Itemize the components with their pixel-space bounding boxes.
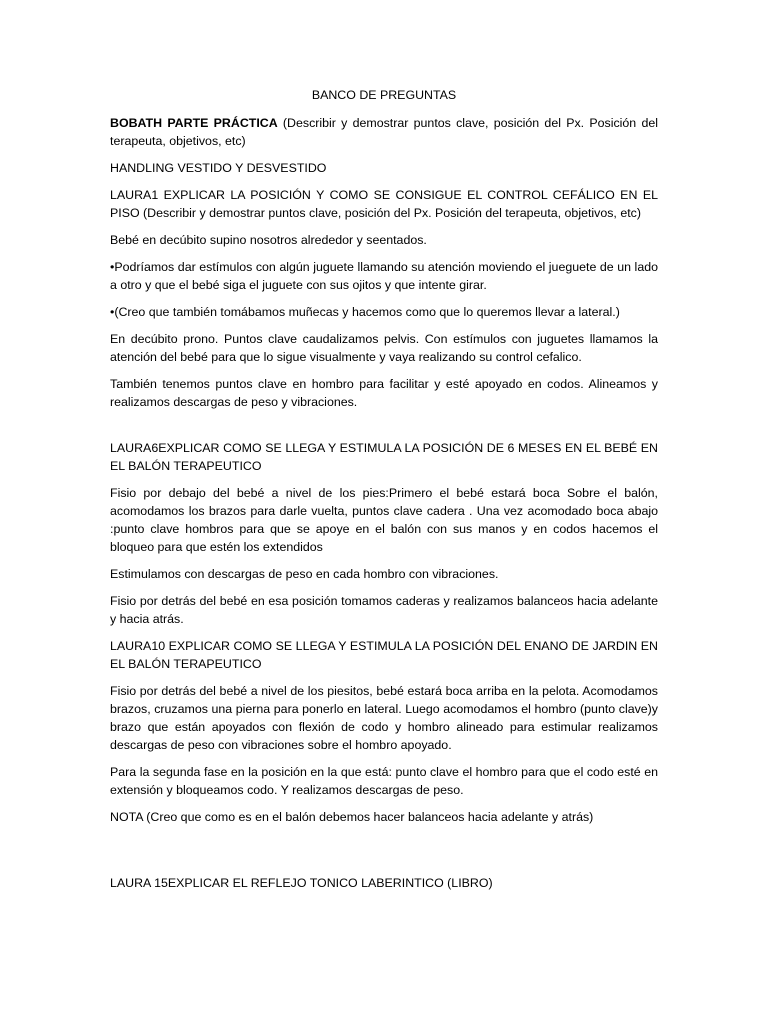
laura6-question: LAURA6EXPLICAR COMO SE LLEGA Y ESTIMULA LA POSICIÓN DE 6 MESES EN EL BEBÉ EN EL BALÓN TERAPEUTICO bbox=[110, 441, 658, 473]
laura6-paragraph-1: Fisio por debajo del bebé a nivel de los pies:Primero el bebé estará boca Sobre el balón, acomodamos los brazos para darle vuelta, puntos clave cadera . Una vez acomodado boca abajo :punto clave hombros para que se apoye en el balón con sus manos y en codos hacemos el bloqueo para que estén los extendidos bbox=[110, 486, 658, 554]
laura10-note: NOTA (Creo que como es en el balón debemos hacer balanceos hacia adelante y atrás) bbox=[110, 810, 594, 824]
laura15-question: LAURA 15EXPLICAR EL REFLEJO TONICO LABERINTICO (LIBRO) bbox=[110, 876, 493, 890]
laura1-bullet-2: •(Creo que también tomábamos muñecas y hacemos como que lo queremos llevar a lateral.) bbox=[110, 305, 620, 319]
laura1-bullet-1: •Podríamos dar estímulos con algún juguete llamando su atención moviendo el jueguete de un lado a otro y que el bebé siga el juguete con sus ojitos y que intente girar. bbox=[110, 260, 658, 292]
laura1-paragraph-2: En decúbito prono. Puntos clave caudalizamos pelvis. Con estímulos con juguetes llamamos la atención del bebé para que lo sigue visualmente y vaya realizando su control cefalico. bbox=[110, 332, 658, 364]
laura10-paragraph-2: Para la segunda fase en la posición en la que está: punto clave el hombro para que el codo esté en extensión y bloqueamos codo. Y realizamos descargas de peso. bbox=[110, 765, 658, 797]
document-body bbox=[110, 86, 658, 901]
section-bobath-description: (Describir y demostrar puntos clave, posición del Px. Posición del terapeuta, objetivos, etc) bbox=[110, 116, 658, 148]
laura1-question: LAURA1 EXPLICAR LA POSICIÓN Y COMO SE CONSIGUE EL CONTROL CEFÁLICO EN EL PISO (Describir y demostrar puntos clave, posición del Px. Posición del terapeuta, objetivos, etc) bbox=[110, 188, 658, 220]
document-title: BANCO DE PREGUNTAS bbox=[311, 88, 457, 102]
laura6-paragraph-2: Estimulamos con descargas de peso en cada hombro con vibraciones. bbox=[110, 567, 499, 581]
laura6-paragraph-3: Fisio por detrás del bebé en esa posición tomamos caderas y realizamos balanceos hacia adelante y hacia atrás. bbox=[110, 594, 658, 626]
handling-heading: HANDLING VESTIDO Y DESVESTIDO bbox=[110, 161, 327, 175]
section-bobath-heading bbox=[110, 114, 658, 150]
laura1-paragraph-1: Bebé en decúbito supino nosotros alrededor y seentados. bbox=[110, 233, 427, 247]
section-bobath-lead: BOBATH PARTE PRÁCTICA bbox=[110, 116, 278, 130]
laura1-paragraph-3: También tenemos puntos clave en hombro para facilitar y esté apoyado en codos. Alineamos y realizamos descargas de peso y vibraciones. bbox=[110, 377, 658, 409]
laura10-question: LAURA10 EXPLICAR COMO SE LLEGA Y ESTIMULA LA POSICIÓN DEL ENANO DE JARDIN EN EL BALÓN TERAPEUTICO bbox=[110, 639, 658, 671]
laura10-paragraph-1: Fisio por detrás del bebé a nivel de los piesitos, bebé estará boca arriba en la pelota. Acomodamos brazos, cruzamos una pierna para ponerlo en lateral. Luego acomodamos el hombro (punto clave)y brazo que están apoyados con flexión de codo y hombro alineado para estimular realizamos descargas de peso con vibraciones sobre el hombro apoyado. bbox=[110, 684, 658, 752]
